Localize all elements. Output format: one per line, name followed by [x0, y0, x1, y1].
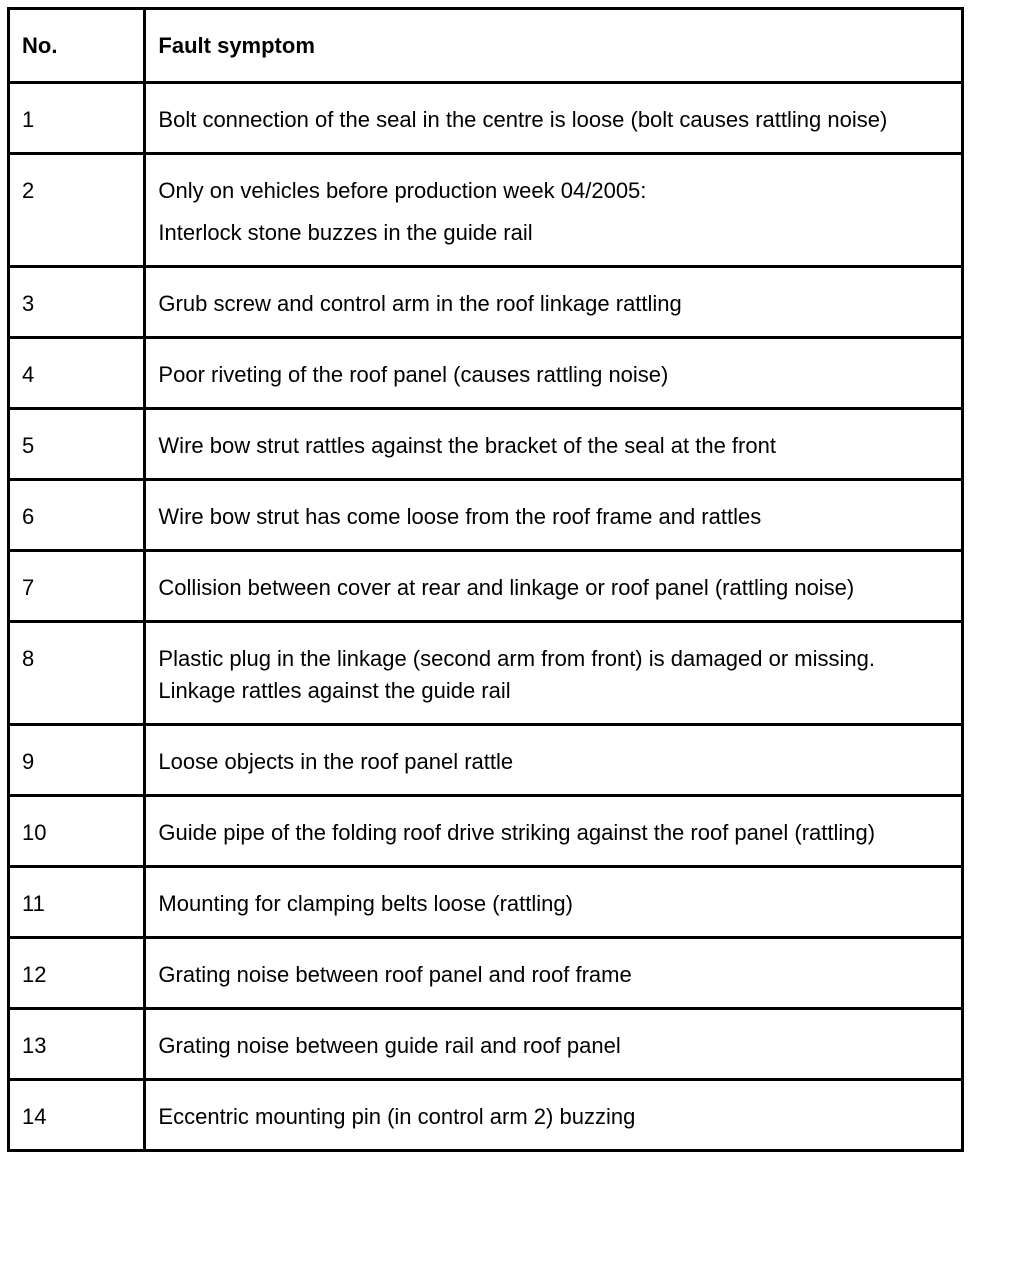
table-row [9, 938, 963, 1009]
row-number: 12 [22, 962, 47, 987]
row-number-cell [9, 409, 145, 480]
row-number: 6 [22, 504, 35, 529]
row-number: 2 [22, 178, 35, 203]
row-number-cell [9, 1009, 145, 1080]
row-number-cell [9, 551, 145, 622]
table-row [9, 551, 963, 622]
fault-symptom-cell [145, 725, 963, 796]
row-number-cell [9, 796, 145, 867]
table-row [9, 409, 963, 480]
fault-symptom-text: Wire bow strut has come loose from the roof frame and rattles [158, 504, 762, 529]
fault-symptom-text: Grating noise between guide rail and roof panel [158, 1033, 621, 1058]
fault-symptom-cell [145, 409, 963, 480]
row-number: 3 [22, 291, 35, 316]
table-row [9, 867, 963, 938]
fault-symptom-text: Poor riveting of the roof panel (causes rattling noise) [158, 362, 669, 387]
table-body [9, 83, 963, 1151]
table-row [9, 338, 963, 409]
table-row [9, 154, 963, 267]
table-row [9, 796, 963, 867]
row-number-cell [9, 154, 145, 267]
fault-symptom-text: Wire bow strut rattles against the bracket of the seal at the front [158, 433, 776, 458]
table-row [9, 480, 963, 551]
row-number-cell [9, 622, 145, 725]
fault-symptom-text: Plastic plug in the linkage (second arm from front) is damaged or missing. Linkage rattles against the guide rail [158, 646, 875, 703]
row-number: 7 [22, 575, 35, 600]
row-number: 9 [22, 749, 35, 774]
table-row [9, 622, 963, 725]
table-row [9, 267, 963, 338]
fault-symptom-text: Only on vehicles before production week 04/2005: [158, 178, 647, 203]
row-number-cell [9, 938, 145, 1009]
table-row [9, 83, 963, 154]
row-number-cell [9, 725, 145, 796]
fault-symptom-cell [145, 1009, 963, 1080]
fault-symptom-cell [145, 622, 963, 725]
row-number: 1 [22, 107, 35, 132]
row-number-cell [9, 1080, 145, 1151]
row-number-cell [9, 83, 145, 154]
row-number: 11 [22, 891, 45, 916]
fault-symptom-text: Grating noise between roof panel and roof frame [158, 962, 632, 987]
table-row [9, 725, 963, 796]
fault-symptom-cell [145, 267, 963, 338]
row-number: 5 [22, 433, 35, 458]
fault-symptom-table [7, 7, 964, 1152]
row-number: 8 [22, 646, 35, 671]
fault-symptom-cell [145, 83, 963, 154]
fault-symptom-cell [145, 154, 963, 267]
fault-symptom-text: Collision between cover at rear and linkage or roof panel (rattling noise) [158, 575, 855, 600]
row-number-cell [9, 867, 145, 938]
fault-symptom-text: Guide pipe of the folding roof drive striking against the roof panel (rattling) [158, 820, 876, 845]
fault-symptom-text: Grub screw and control arm in the roof linkage rattling [158, 291, 682, 316]
fault-symptom-cell [145, 338, 963, 409]
fault-symptom-text: Bolt connection of the seal in the centre is loose (bolt causes rattling noise) [158, 107, 888, 132]
fault-symptom-text: Mounting for clamping belts loose (rattling) [158, 891, 573, 916]
fault-symptom-text: Interlock stone buzzes in the guide rail [158, 220, 533, 245]
table-row [9, 1009, 963, 1080]
row-number: 4 [22, 362, 35, 387]
table-header-row [9, 9, 963, 83]
row-number: 10 [22, 820, 47, 845]
fault-symptom-text: Eccentric mounting pin (in control arm 2) buzzing [158, 1104, 636, 1129]
row-number: 13 [22, 1033, 47, 1058]
fault-symptom-cell [145, 551, 963, 622]
fault-symptom-cell [145, 1080, 963, 1151]
fault-symptom-cell [145, 796, 963, 867]
row-number-cell [9, 338, 145, 409]
fault-symptom-cell [145, 480, 963, 551]
row-number-cell [9, 480, 145, 551]
table-row [9, 1080, 963, 1151]
header-no: No. [9, 9, 145, 83]
row-number: 14 [22, 1104, 47, 1129]
fault-symptom-cell [145, 938, 963, 1009]
fault-symptom-text: Loose objects in the roof panel rattle [158, 749, 514, 774]
header-fault-symptom: Fault symptom [145, 9, 963, 83]
row-number-cell [9, 267, 145, 338]
fault-symptom-cell [145, 867, 963, 938]
